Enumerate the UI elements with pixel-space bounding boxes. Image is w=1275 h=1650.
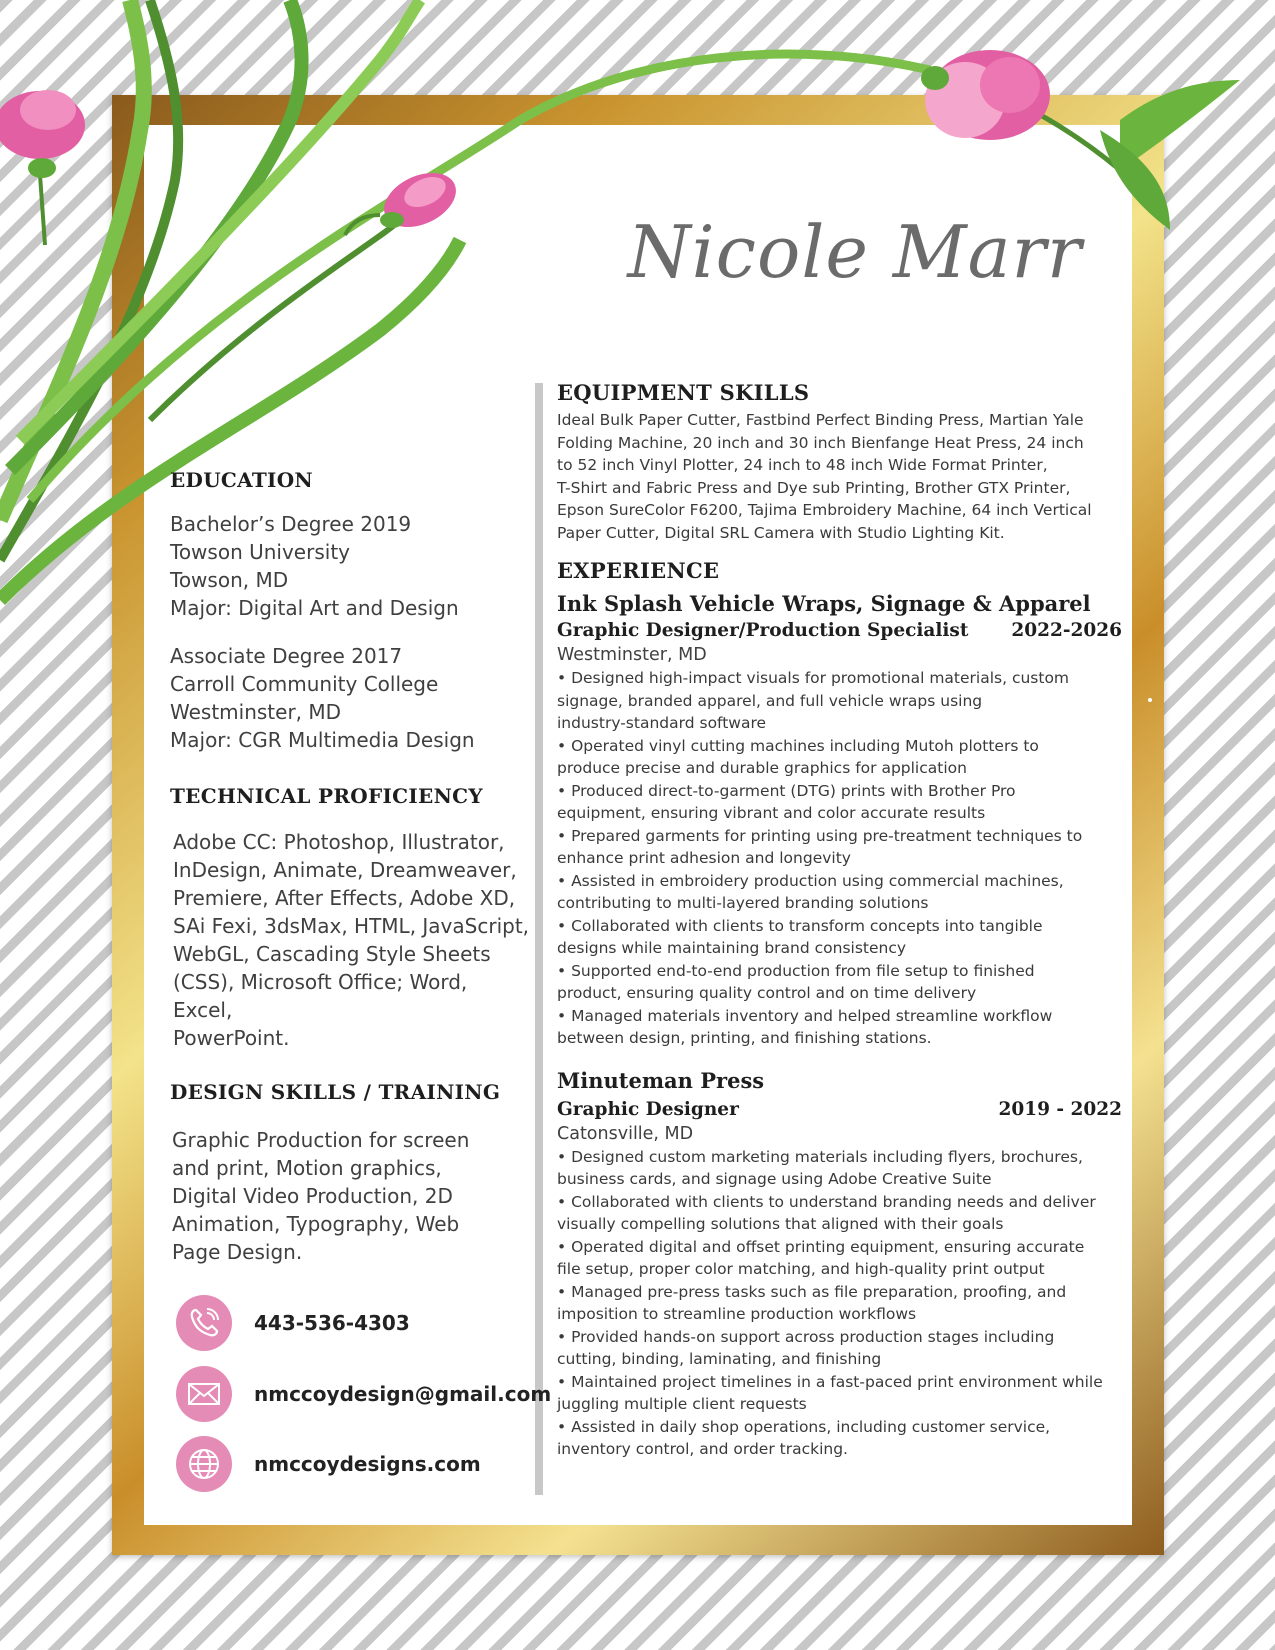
contact-phone[interactable] (176, 1295, 536, 1351)
school: Towson University (170, 540, 350, 564)
job-bullet-line: • Provided hands-on support across production stages including (557, 1327, 1055, 1346)
job-bullet-line: • Operated digital and offset printing equipment, ensuring accurate (557, 1237, 1085, 1256)
major: Major: CGR Multimedia Design (170, 728, 475, 752)
school: Carroll Community College (170, 672, 439, 696)
design-list (172, 1126, 530, 1266)
job-bullet-line: • Collaborated with clients to understand branding needs and deliver (557, 1192, 1096, 1211)
equipment-line: Paper Cutter, Digital SRL Camera with Studio Lighting Kit. (557, 523, 1005, 542)
technical-line: WebGL, Cascading Style Sheets (173, 942, 491, 966)
design-line: Page Design. (172, 1240, 303, 1264)
job-dates: 2019 - 2022 (998, 1098, 1122, 1120)
job-bullet-line: cutting, binding, laminating, and finishing (557, 1350, 882, 1368)
job-bullet-line: • Operated vinyl cutting machines including Mutoh plotters to (557, 736, 1039, 755)
job-bullet-line: file setup, proper color matching, and high-quality print output (557, 1260, 1045, 1278)
role-row (557, 1099, 1122, 1120)
job-dates: 2022-2026 (1011, 620, 1122, 641)
job-bullet-line: • Managed materials inventory and helped streamline workflow (557, 1006, 1053, 1025)
job-bullet-line: designs while maintaining brand consistency (557, 939, 907, 957)
equipment-line: T-Shirt and Fabric Press and Dye sub Printing, Brother GTX Printer, (557, 478, 1071, 497)
globe-icon (176, 1436, 232, 1492)
job-location: Westminster, MD (557, 645, 707, 665)
company-name: Ink Splash Vehicle Wraps, Signage & Apparel (557, 591, 1091, 616)
technical-line: (CSS), Microsoft Office; Word, Excel, (173, 970, 468, 1022)
mail-icon (176, 1366, 232, 1422)
job-bullet-line: produce precise and durable graphics for application (557, 759, 967, 777)
job-bullet-line: product, ensuring quality control and on time delivery (557, 984, 977, 1002)
candidate-name: Nicole Marr (627, 210, 1083, 294)
technical-line: Premiere, After Effects, Adobe XD, (173, 886, 516, 910)
website: nmccoydesigns.com (254, 1452, 481, 1476)
technical-line: Adobe CC: Photoshop, Illustrator, (173, 830, 505, 854)
job-bullet-line: • Supported end-to-end production from file setup to finished (557, 961, 1035, 980)
job-title: Graphic Designer (557, 1098, 739, 1120)
job-bullet-line: inventory control, and order tracking. (557, 1440, 848, 1458)
technical-line: InDesign, Animate, Dreamweaver, (173, 858, 517, 882)
job-bullet-line: • Prepared garments for printing using pre-treatment techniques to (557, 826, 1083, 845)
equipment-line: to 52 inch Vinyl Plotter, 24 inch to 48 inch Wide Format Printer, (557, 456, 1048, 474)
technical-heading: TECHNICAL PROFICIENCY (170, 784, 483, 808)
technical-line: SAi Fexi, 3dsMax, HTML, JavaScript, (173, 914, 530, 938)
job-bullet-line: • Managed pre-press tasks such as file preparation, proofing, and (557, 1282, 1067, 1301)
equipment-list (557, 409, 1122, 544)
job-bullet-line: • Assisted in embroidery production using commercial machines, (557, 871, 1064, 890)
job-title: Graphic Designer/Production Specialist (557, 620, 969, 641)
degree: Associate Degree 2017 (170, 644, 403, 668)
equipment-line: Folding Machine, 20 inch and 30 inch Bienfange Heat Press, 24 inch (557, 433, 1084, 452)
design-line: and print, Motion graphics, (172, 1156, 442, 1180)
contact-email[interactable] (176, 1366, 552, 1422)
school-location: Towson, MD (170, 568, 289, 592)
equipment-heading: EQUIPMENT SKILLS (557, 380, 810, 405)
job-bullet-line: equipment, ensuring vibrant and color accurate results (557, 804, 986, 822)
contact-website[interactable] (176, 1436, 536, 1492)
school-location: Westminster, MD (170, 700, 342, 724)
column-divider (535, 383, 543, 1495)
job-bullet-line: imposition to streamline production workflows (557, 1305, 917, 1323)
job-bullet-line: visually compelling solutions that aligned with their goals (557, 1215, 1004, 1233)
job-bullet-line: industry-standard software (557, 714, 767, 732)
job-location: Catonsville, MD (557, 1123, 694, 1144)
equipment-line: Epson SureColor F6200, Tajima Embroidery Machine, 64 inch Vertical (557, 501, 1092, 519)
technical-line: PowerPoint. (173, 1026, 290, 1050)
email-address: nmccoydesign@gmail.com (254, 1382, 552, 1406)
experience-heading: EXPERIENCE (557, 558, 720, 583)
education-entry (170, 510, 530, 622)
design-line: Digital Video Production, 2D (172, 1184, 453, 1208)
education-heading: EDUCATION (170, 468, 314, 492)
job-bullet-line: • Designed high-impact visuals for promotional materials, custom (557, 669, 1070, 687)
job-bullet-line: • Assisted in daily shop operations, including customer service, (557, 1417, 1051, 1436)
left-column (170, 468, 530, 1266)
right-column (557, 380, 1122, 1461)
job-bullet-line: signage, branded apparel, and full vehicle wraps using (557, 691, 983, 710)
pink-flower-icon (0, 90, 85, 178)
design-heading: DESIGN SKILLS / TRAINING (170, 1080, 501, 1104)
job-bullet-line: • Maintained project timelines in a fast-paced print environment while (557, 1372, 1103, 1391)
design-line: Graphic Production for screen (172, 1128, 470, 1152)
technical-list (173, 828, 530, 1052)
role-row (557, 620, 1122, 641)
degree: Bachelor’s Degree 2019 (170, 512, 412, 536)
job-bullet-line: between design, printing, and finishing stations. (557, 1029, 932, 1047)
job-bullet-line: contributing to multi-layered branding solutions (557, 894, 929, 912)
company-name: Minuteman Press (557, 1067, 765, 1093)
major: Major: Digital Art and Design (170, 596, 459, 620)
equipment-line: Ideal Bulk Paper Cutter, Fastbind Perfect Binding Press, Martian Yale (557, 411, 1084, 429)
job-bullet-line: • Collaborated with clients to transform concepts into tangible (557, 916, 1043, 935)
job-bullet-line: business cards, and signage using Adobe Creative Suite (557, 1170, 992, 1188)
job-entry (557, 1068, 1122, 1461)
education-entry (170, 642, 530, 754)
job-bullet-line: enhance print adhesion and longevity (557, 849, 851, 867)
job-bullet-line: juggling multiple client requests (557, 1395, 807, 1413)
design-line: Animation, Typography, Web (172, 1212, 460, 1236)
job-bullet-line: • Produced direct-to-garment (DTG) prints with Brother Pro (557, 781, 1016, 800)
phone-number: 443-536-4303 (254, 1311, 410, 1335)
job-entry (557, 591, 1122, 1050)
phone-icon (176, 1295, 232, 1351)
job-bullet-line: • Designed custom marketing materials including flyers, brochures, (557, 1147, 1083, 1166)
